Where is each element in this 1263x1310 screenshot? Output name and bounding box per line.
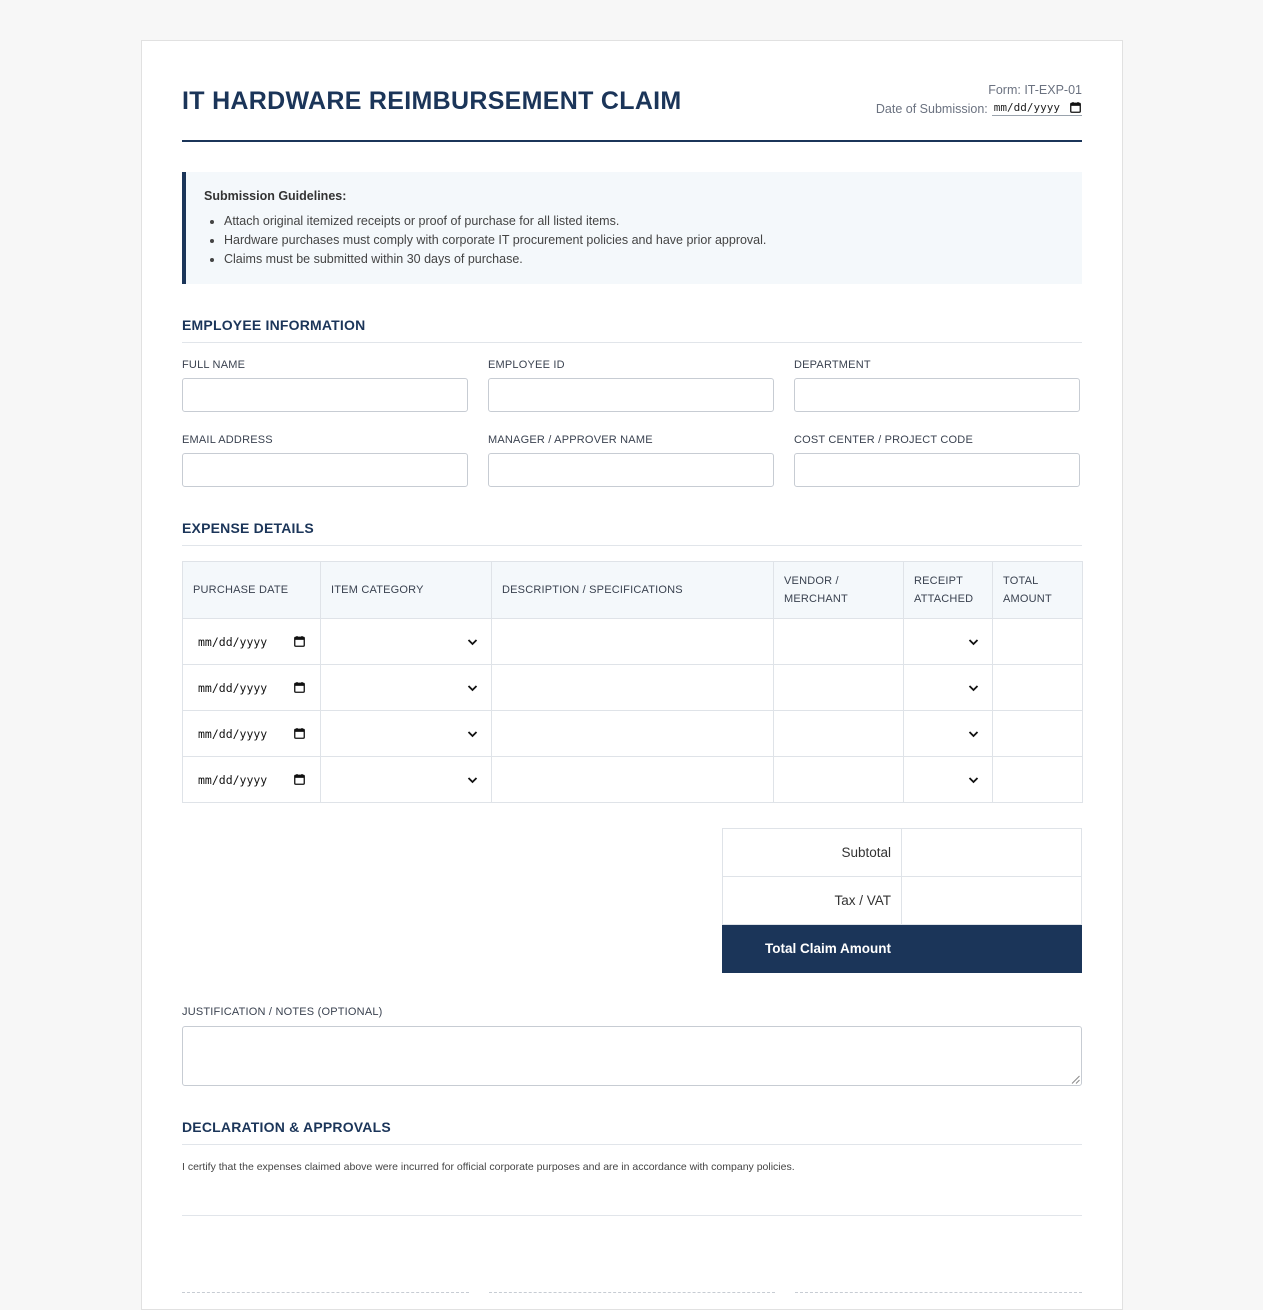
- receipt-select[interactable]: [904, 711, 993, 757]
- vendor-cell[interactable]: [774, 711, 904, 757]
- signature-line[interactable]: [795, 1292, 1082, 1293]
- expense-section-title: EXPENSE DETAILS: [182, 520, 1082, 546]
- employee-id-input[interactable]: [488, 378, 774, 412]
- chevron-down-icon: [467, 776, 478, 784]
- date-placeholder: mm/dd/yyyy: [198, 680, 268, 695]
- purchase-date-cell: [183, 711, 321, 757]
- table-row: [183, 619, 1083, 665]
- vendor-cell[interactable]: [774, 665, 904, 711]
- col-purchase-date: PURCHASE DATE: [183, 562, 321, 619]
- receipt-select[interactable]: [904, 619, 993, 665]
- notes-label: JUSTIFICATION / NOTES (OPTIONAL): [182, 1006, 383, 1018]
- subtotal-label: Subtotal: [723, 829, 902, 877]
- total-claim-row: [723, 925, 1082, 973]
- vendor-cell[interactable]: [774, 757, 904, 803]
- col-receipt: RECEIPT ATTACHED: [904, 562, 993, 619]
- col-description: DESCRIPTION / SPECIFICATIONS: [492, 562, 774, 619]
- col-item-category: ITEM CATEGORY: [321, 562, 492, 619]
- amount-cell[interactable]: [993, 665, 1083, 711]
- col-vendor: VENDOR / MERCHANT: [774, 562, 904, 619]
- cost-center-field: [794, 434, 1080, 487]
- calendar-icon[interactable]: [294, 728, 305, 739]
- department-input[interactable]: [794, 378, 1080, 412]
- signature-lines: [182, 1292, 1082, 1293]
- table-row: [183, 711, 1083, 757]
- item-category-select[interactable]: [321, 711, 492, 757]
- manager-label: MANAGER / APPROVER NAME: [488, 434, 653, 446]
- guidelines-list: [204, 212, 1064, 269]
- submission-date-input[interactable]: [992, 101, 1082, 116]
- calendar-icon[interactable]: [1070, 102, 1081, 113]
- purchase-date-cell: [183, 757, 321, 803]
- table-row: [183, 757, 1083, 803]
- email-field: [182, 434, 468, 487]
- guidelines-title: Submission Guidelines:: [204, 189, 347, 203]
- form-meta: [876, 83, 1082, 116]
- col-total-amount: TOTAL AMOUNT: [993, 562, 1083, 619]
- notes-field: [182, 1006, 1082, 1086]
- form-number: Form: IT-EXP-01: [988, 83, 1082, 97]
- guideline-item: • Claims must be submitted within 30 days of purchase.: [224, 250, 1064, 269]
- notes-textarea[interactable]: [182, 1026, 1082, 1086]
- signature-line[interactable]: [489, 1292, 776, 1293]
- vendor-cell[interactable]: [774, 619, 904, 665]
- guideline-item: • Attach original itemized receipts or proof of purchase for all listed items.: [224, 212, 1064, 231]
- description-cell[interactable]: [492, 619, 774, 665]
- employee-id-label: EMPLOYEE ID: [488, 359, 565, 371]
- purchase-date-cell: [183, 619, 321, 665]
- date-placeholder: mm/dd/yyyy: [198, 634, 268, 649]
- guideline-item: • Hardware purchases must comply with corporate IT procurement policies and have prior approval.: [224, 231, 1064, 250]
- totals-table: [722, 828, 1082, 973]
- expense-header-row: [183, 562, 1083, 619]
- tax-label: Tax / VAT: [723, 877, 902, 925]
- chevron-down-icon: [968, 684, 979, 692]
- purchase-date-input[interactable]: [193, 727, 310, 741]
- email-input[interactable]: [182, 453, 468, 487]
- amount-cell[interactable]: [993, 619, 1083, 665]
- calendar-icon[interactable]: [294, 636, 305, 647]
- cost-center-label: COST CENTER / PROJECT CODE: [794, 434, 973, 446]
- manager-field: [488, 434, 774, 487]
- amount-cell[interactable]: [993, 757, 1083, 803]
- chevron-down-icon: [467, 638, 478, 646]
- claim-form-sheet: [141, 40, 1123, 1310]
- purchase-date-input[interactable]: [193, 681, 310, 695]
- description-cell[interactable]: [492, 665, 774, 711]
- submission-date-label: Date of Submission:: [875, 101, 988, 116]
- item-category-select[interactable]: [321, 619, 492, 665]
- declaration-text: I certify that the expenses claimed above were incurred for official corporate purposes and are in accordance with company policies.: [182, 1161, 795, 1173]
- submission-date-placeholder: mm/dd/yyyy: [993, 101, 1060, 114]
- calendar-icon[interactable]: [294, 682, 305, 693]
- department-field: [794, 359, 1080, 412]
- subtotal-row: [723, 829, 1082, 877]
- description-cell[interactable]: [492, 757, 774, 803]
- declaration-section-title: DECLARATION & APPROVALS: [182, 1119, 1082, 1145]
- chevron-down-icon: [968, 638, 979, 646]
- submission-guidelines: [182, 172, 1082, 284]
- chevron-down-icon: [467, 730, 478, 738]
- declaration-divider: [182, 1215, 1082, 1216]
- chevron-down-icon: [968, 730, 979, 738]
- full-name-input[interactable]: [182, 378, 468, 412]
- purchase-date-cell: [183, 665, 321, 711]
- email-label: EMAIL ADDRESS: [182, 434, 273, 446]
- page-title: IT HARDWARE REIMBURSEMENT CLAIM: [182, 87, 682, 115]
- resize-handle-icon[interactable]: [1071, 1075, 1080, 1084]
- item-category-select[interactable]: [321, 665, 492, 711]
- form-header: [182, 41, 1082, 142]
- manager-input[interactable]: [488, 453, 774, 487]
- submission-date-row: [876, 101, 1082, 116]
- tax-row: [723, 877, 1082, 925]
- table-row: [183, 665, 1083, 711]
- receipt-select[interactable]: [904, 665, 993, 711]
- purchase-date-input[interactable]: [193, 773, 310, 787]
- description-cell[interactable]: [492, 711, 774, 757]
- employee-fields: [182, 359, 1082, 487]
- purchase-date-input[interactable]: [193, 635, 310, 649]
- expense-table: [182, 561, 1083, 803]
- tax-value[interactable]: [902, 877, 1082, 925]
- item-category-select[interactable]: [321, 757, 492, 803]
- date-placeholder: mm/dd/yyyy: [198, 772, 268, 787]
- receipt-select[interactable]: [904, 757, 993, 803]
- cost-center-input[interactable]: [794, 453, 1080, 487]
- chevron-down-icon: [968, 776, 979, 784]
- employee-section-title: EMPLOYEE INFORMATION: [182, 317, 1082, 343]
- date-placeholder: mm/dd/yyyy: [198, 726, 268, 741]
- total-claim-value[interactable]: [902, 925, 1082, 973]
- calendar-icon[interactable]: [294, 774, 305, 785]
- full-name-label: FULL NAME: [182, 359, 246, 371]
- full-name-field: [182, 359, 468, 412]
- signature-line[interactable]: [182, 1292, 469, 1293]
- subtotal-value[interactable]: [902, 829, 1082, 877]
- department-label: DEPARTMENT: [794, 359, 871, 371]
- chevron-down-icon: [467, 684, 478, 692]
- amount-cell[interactable]: [993, 711, 1083, 757]
- employee-id-field: [488, 359, 774, 412]
- total-claim-label: Total Claim Amount: [723, 925, 902, 973]
